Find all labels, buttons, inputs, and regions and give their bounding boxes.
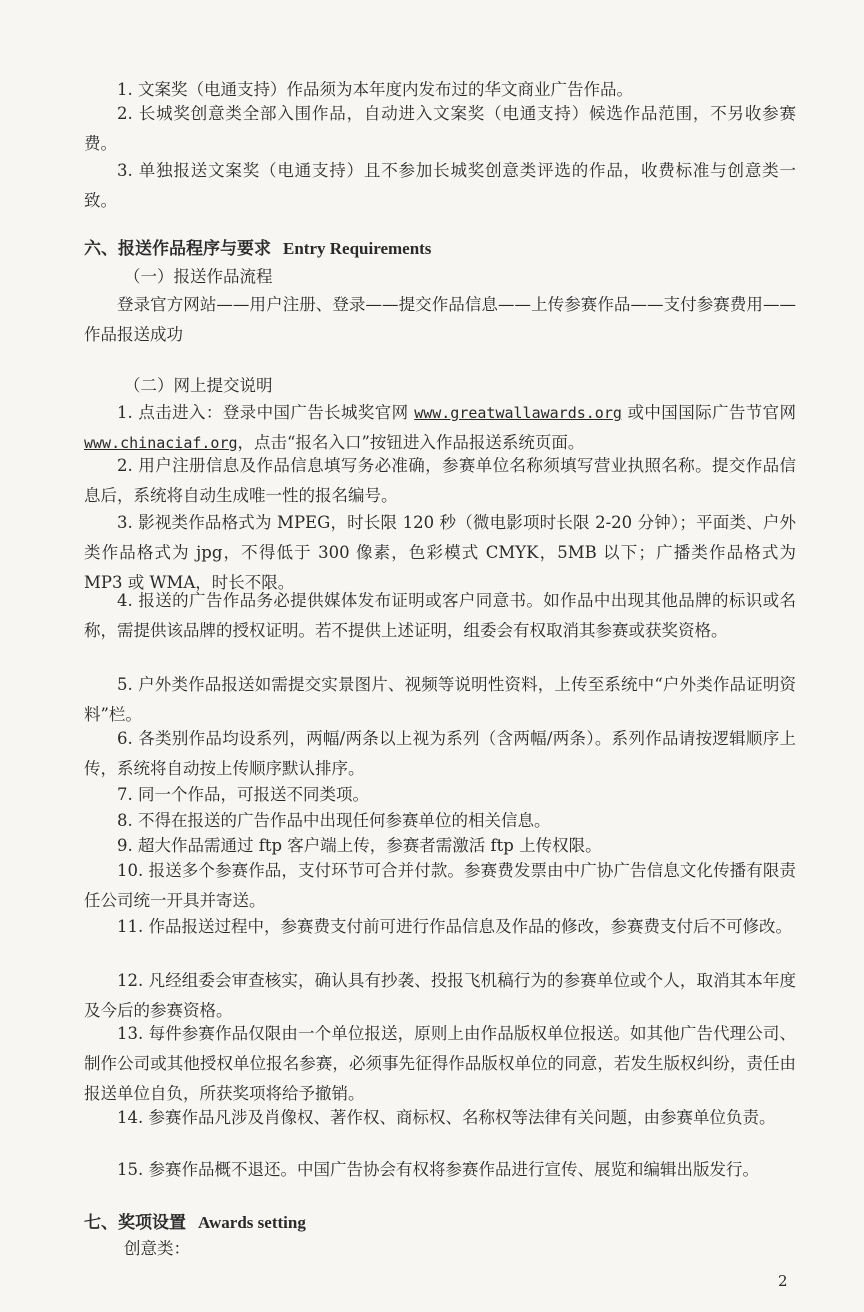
subsection-1-title: （一）报送作品流程 [124, 267, 273, 286]
section-six-title-cn: 六、报送作品程序与要求 [84, 239, 271, 259]
chinaciaf-link[interactable]: www.chinaciaf.org [84, 434, 238, 452]
section-seven-title-en: Awards setting [198, 1213, 306, 1232]
item-3: 3. 影视类作品格式为 MPEG，时长限 120 秒（微电影项时长限 2-20 分钟）；平面类、户外类作品格式为 jpg，不得低于 300 像素，色彩模式 CMYK，5MB 以下；广播类作品格式为 MP3 或 WMA，时长不限。 [84, 513, 796, 592]
subsection-2-title: （二）网上提交说明 [124, 376, 273, 395]
item-9: 9. 超大作品需通过 ftp 客户端上传，参赛者需激活 ftp 上传权限。 [117, 836, 602, 855]
item-1 [84, 398, 796, 458]
rule-2: 2. 长城奖创意类全部入围作品，自动进入文案奖（电通支持）候选作品范围，不另收参赛费。 [84, 104, 796, 153]
item-1-text-c: ，点击“报名入口”按钮进入作品报送系统页面。 [237, 433, 585, 452]
page-number: 2 [778, 1272, 788, 1290]
item-2: 2. 用户注册信息及作品信息填写务必准确，参赛单位名称须填写营业执照名称。提交作品信息后，系统将自动生成唯一性的报名编号。 [84, 456, 796, 505]
item-6: 6. 各类别作品均设系列，两幅/两条以上视为系列（含两幅/两条）。系列作品请按逻辑顺序上传，系统将自动按上传顺序默认排序。 [84, 729, 796, 778]
item-1-text-a: 1. 点击进入：登录中国广告长城奖官网 [117, 403, 415, 422]
item-5: 5. 户外类作品报送如需提交实景图片、视频等说明性资料，上传至系统中“户外类作品证明资料”栏。 [84, 675, 796, 724]
section-seven-title-cn: 七、奖项设置 [84, 1213, 186, 1233]
rule-1: 1. 文案奖（电通支持）作品须为本年度内发布过的华文商业广告作品。 [117, 80, 633, 99]
greatwallawards-link[interactable]: www.greatwallawards.org [414, 404, 622, 422]
item-4: 4. 报送的广告作品务必提供媒体发布证明或客户同意书。如作品中出现其他品牌的标识或名称，需提供该品牌的授权证明。若不提供上述证明，组委会有权取消其参赛或获奖资格。 [84, 591, 796, 640]
item-11: 11. 作品报送过程中，参赛费支付前可进行作品信息及作品的修改，参赛费支付后不可修改。 [117, 917, 792, 936]
creative-category-label: 创意类： [124, 1239, 190, 1258]
item-7: 7. 同一个作品，可报送不同类项。 [117, 785, 369, 804]
submission-flow: 登录官方网站——用户注册、登录——提交作品信息——上传参赛作品——支付参赛费用——作品报送成功 [84, 295, 796, 344]
item-1-text-b: 或中国国际广告节官网 [621, 403, 797, 422]
section-six-heading [84, 234, 796, 264]
item-14: 14. 参赛作品凡涉及肖像权、著作权、商标权、名称权等法律有关问题，由参赛单位负责。 [117, 1108, 776, 1127]
item-15: 15. 参赛作品概不退还。中国广告协会有权将参赛作品进行宣传、展览和编辑出版发行。 [117, 1160, 759, 1179]
section-six-title-en: Entry Requirements [283, 239, 432, 258]
item-8: 8. 不得在报送的广告作品中出现任何参赛单位的相关信息。 [117, 811, 551, 830]
rule-3: 3. 单独报送文案奖（电通支持）且不参加长城奖创意类评选的作品，收费标准与创意类一致。 [84, 161, 796, 210]
item-12: 12. 凡经组委会审查核实，确认具有抄袭、投报飞机稿行为的参赛单位或个人，取消其本年度及今后的参赛资格。 [84, 971, 796, 1020]
item-13: 13. 每件参赛作品仅限由一个单位报送，原则上由作品版权单位报送。如其他广告代理公司、制作公司或其他授权单位报名参赛，必须事先征得作品版权单位的同意，若发生版权纠纷，责任由报送单位自负，所获奖项将给予撤销。 [84, 1024, 796, 1103]
item-10: 10. 报送多个参赛作品，支付环节可合并付款。参赛费发票由中广协广告信息文化传播有限责任公司统一开具并寄送。 [84, 861, 796, 910]
